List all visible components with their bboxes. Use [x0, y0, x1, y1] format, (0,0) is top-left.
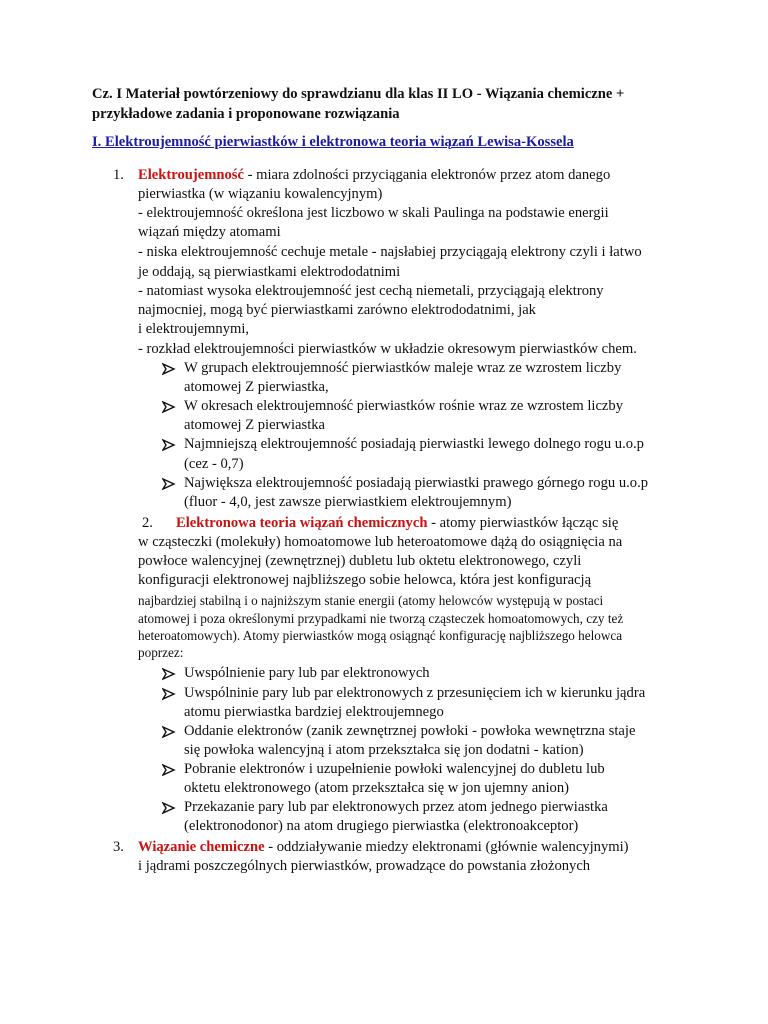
- item-1-number: 1.: [113, 167, 124, 183]
- arrow-bullet-icon: [162, 801, 176, 815]
- item-2-line-2: powłoce walencyjnej (zewnętrznej) dubletu lub oktetu elektronowego, czyli: [138, 553, 582, 569]
- term-wiazanie-chemiczne: Wiązanie chemiczne: [138, 839, 265, 855]
- item-2-bullet-4-line-1: Pobranie elektronów i uzupełnienie powłoki walencyjnej do dubletu lub: [184, 761, 605, 777]
- item-1-line-6: - natomiast wysoka elektroujemność jest cechą niemetali, przyciągają elektrony: [138, 283, 604, 299]
- item-1-bullet-2-line-2: atomowej Z pierwiastka: [184, 417, 326, 433]
- item-2-bullet-5-line-1: Przekazanie pary lub par elektronowych przez atom jednego pierwiastka: [184, 799, 608, 815]
- item-2-line-1: w cząsteczki (molekuły) homoatomowe lub heteroatomowe dążą do osiągnięcia na: [138, 534, 623, 550]
- item-1-line-9: - rozkład elektroujemności pierwiastków w układzie okresowym pierwiastków chem.: [138, 341, 637, 357]
- item-2-line-7: poprzez:: [138, 645, 184, 660]
- arrow-bullet-icon: [162, 763, 176, 777]
- term-elektroujemnosc: Elektroujemność: [138, 167, 244, 183]
- item-2-bullet-3-line-2: się powłoka walencyjną i atom przekształca się jon dodatni - kation): [184, 742, 584, 758]
- item-1-line-8: i elektroujemnymi,: [138, 321, 250, 337]
- document-title: [92, 84, 692, 124]
- item-2-line-6: heteroatomowych). Atomy pierwiastków mogą osiągnąć konfigurację najbliższego helowca: [138, 628, 623, 643]
- item-1-line-0: - miara zdolności przyciągania elektronów przez atom danego: [243, 167, 611, 183]
- item-3-number: 3.: [113, 839, 124, 855]
- item-2-bullet-5-line-2: (elektronodonor) na atom drugiego pierwiastka (elektronoakceptor): [184, 818, 579, 834]
- item-1-line-4: - niska elektroujemność cechuje metale - najsłabiej przyciągają elektrony czyli i łatwo: [138, 244, 642, 260]
- item-1-line-2: - elektroujemność określona jest liczbowo w skali Paulinga na podstawie energii: [138, 205, 609, 221]
- item-1-bullet-3-line-2: (cez - 0,7): [184, 456, 244, 472]
- item-1-bullet-1-line-1: W grupach elektroujemność pierwiastków maleje wraz ze wzrostem liczby: [184, 360, 622, 376]
- item-2-line-0: - atomy pierwiastków łącząc się: [427, 515, 619, 531]
- term-elektronowa-teoria: Elektronowa teoria wiązań chemicznych: [176, 515, 428, 531]
- item-1-bullet-2-line-1: W okresach elektroujemność pierwiastków rośnie wraz ze wzrostem liczby: [184, 398, 624, 414]
- arrow-bullet-icon: [162, 477, 176, 491]
- item-2-bullet-3-line-1: Oddanie elektronów (zanik zewnętrznej powłoki - powłoka wewnętrzna staje: [184, 723, 636, 739]
- arrow-bullet-icon: [162, 438, 176, 452]
- item-1-bullet-4-line-1: Największa elektroujemność posiadają pierwiastki prawego górnego rogu u.o.p: [184, 475, 649, 491]
- item-1-line-3: wiązań między atomami: [138, 224, 281, 240]
- title-line-2: przykładowe zadania i proponowane rozwiązania: [92, 106, 400, 122]
- item-3-first-line: [138, 839, 629, 856]
- item-1-bullet-1-line-2: atomowej Z pierwiastka,: [184, 379, 329, 395]
- item-2-line-5: atomowej i poza określonymi przypadkami nie tworzą cząsteczek homoatomowych, czy też: [138, 611, 624, 626]
- arrow-bullet-icon: [162, 400, 176, 414]
- section-heading[interactable]: I. Elektroujemność pierwiastków i elektronowa teoria wiązań Lewisa-Kossela: [92, 134, 574, 150]
- item-2-bullet-2-line-1: Uwspólninie pary lub par elektronowych z przesunięciem ich w kierunku jądra: [184, 685, 646, 701]
- title-line-1: Cz. I Materiał powtórzeniowy do sprawdzianu dla klas II LO - Wiązania chemiczne +: [92, 86, 625, 102]
- item-3-line-0: - oddziaływanie miedzy elektronami (głównie walencyjnymi): [264, 839, 629, 855]
- item-2-bullet-1-line-1: Uwspólnienie pary lub par elektronowych: [184, 665, 430, 681]
- item-1-line-1: pierwiastka (w wiązaniu kowalencyjnym): [138, 186, 383, 202]
- item-2-bullet-4-line-2: oktetu elektronowego (atom przekształca się w jon ujemny anion): [184, 780, 569, 796]
- arrow-bullet-icon: [162, 667, 176, 681]
- arrow-bullet-icon: [162, 725, 176, 739]
- item-3-line-1: i jądrami poszczególnych pierwiastków, prowadzące do powstania złożonych: [138, 858, 591, 874]
- item-1-bullet-4-line-2: (fluor - 4,0, jest zawsze pierwiastkiem elektroujemnym): [184, 494, 512, 510]
- arrow-bullet-icon: [162, 687, 176, 701]
- item-2-bullet-2-line-2: atomu pierwiastka bardziej elektroujemnego: [184, 704, 444, 720]
- item-1-first-line: [138, 167, 610, 184]
- item-1-bullet-3-line-1: Najmniejszą elektroujemność posiadają pierwiastki lewego dolnego rogu u.o.p: [184, 436, 644, 452]
- item-1-line-5: je oddają, są pierwiastkami elektrododatnimi: [138, 264, 401, 280]
- item-2-first-line: [176, 515, 618, 532]
- item-1-line-7: najmocniej, mogą być pierwiastkami zarówno elektrododatnimi, jak: [138, 302, 536, 318]
- item-2-number: 2.: [142, 515, 153, 531]
- arrow-bullet-icon: [162, 362, 176, 376]
- item-2-line-3: konfiguracji elektronowej najbliższego sobie helowca, która jest konfiguracją: [138, 572, 592, 588]
- item-2-line-4: najbardziej stabilną i o najniższym stanie energii (atomy helowców występują w postaci: [138, 593, 604, 608]
